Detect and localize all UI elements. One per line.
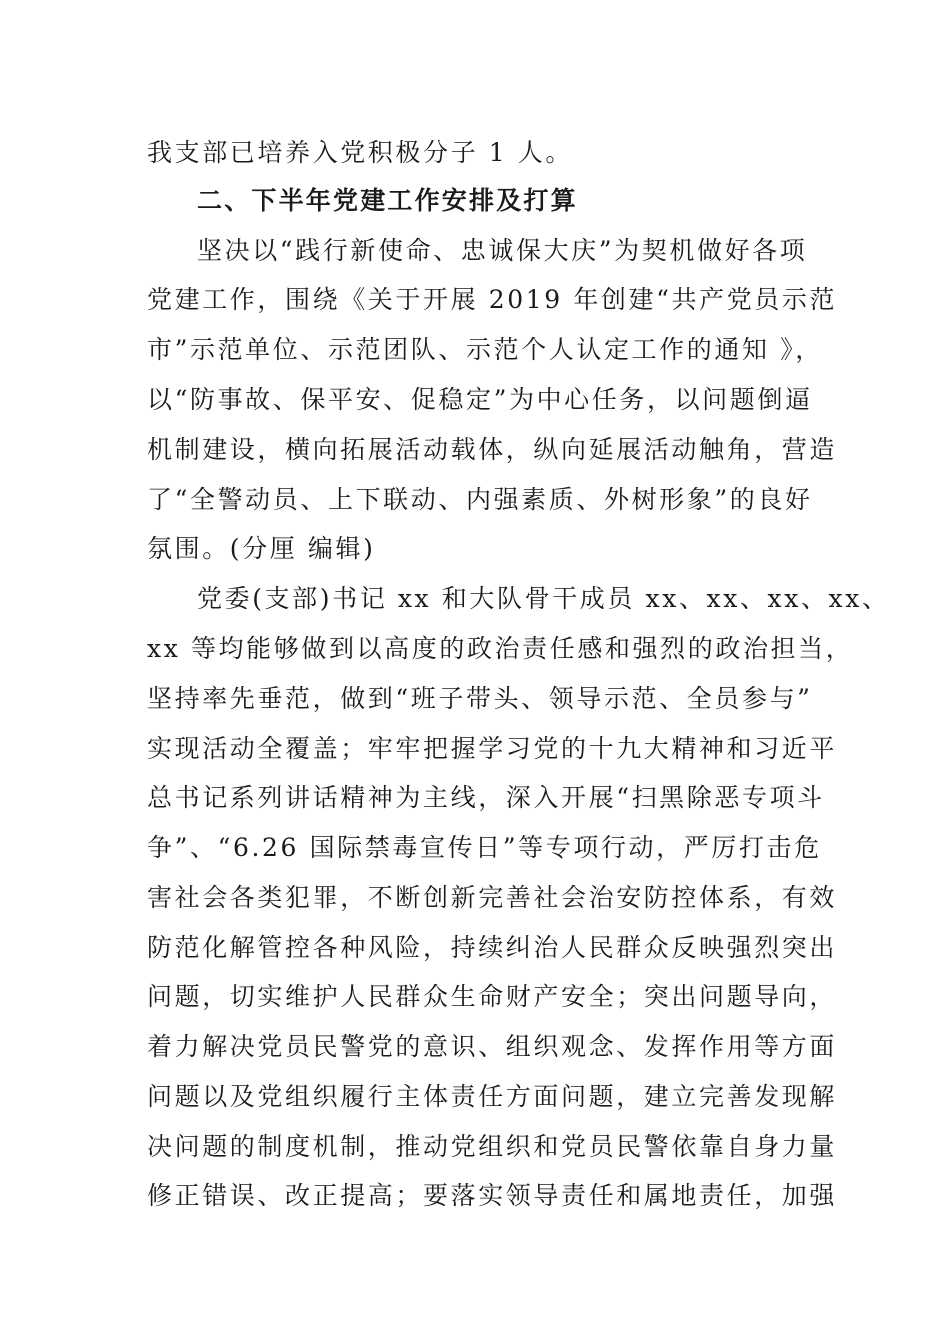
paragraph-line: 害社会各类犯罪，不断创新完善社会治安防控体系，有效 xyxy=(147,883,838,912)
paragraph-line: 问题以及党组织履行主体责任方面问题，建立完善发现解 xyxy=(147,1082,838,1111)
paragraph-line: 实现活动全覆盖；牢牢把握学习党的十九大精神和习近平 xyxy=(147,734,838,763)
paragraph-line: 坚决以“践行新使命、忠诚保大庆”为契机做好各项 xyxy=(197,236,808,265)
paragraph-line: 以“防事故、保平安、促稳定”为中心任务，以问题倒逼 xyxy=(147,385,813,414)
paragraph-line: 总书记系列讲话精神为主线，深入开展“扫黑除恶专项斗 xyxy=(147,783,825,812)
paragraph-line: 坚持率先垂范，做到“班子带头、领导示范、全员参与” xyxy=(147,684,813,713)
paragraph-line: 市”示范单位、示范团队、示范个人认定工作的通知 》， xyxy=(147,335,823,364)
paragraph-line: 防范化解管控各种风险，持续纠治人民群众反映强烈突出 xyxy=(147,933,838,962)
paragraph-line: 问题，切实维护人民群众生命财产安全；突出问题导向， xyxy=(147,982,838,1011)
section-heading: 二、下半年党建工作安排及打算 xyxy=(197,186,578,215)
paragraph-line: 党委(支部)书记 xx 和大队骨干成员 xx、xx、xx、xx、 xyxy=(197,584,890,613)
paragraph-line: 争”、“6.26 国际禁毒宣传日”等专项行动，严厉打击危 xyxy=(147,833,822,862)
paragraph-line: 我支部已培养入党积极分子 1 人。 xyxy=(147,138,574,167)
paragraph-line: 修正错误、改正提高；要落实领导责任和属地责任，加强 xyxy=(147,1181,838,1210)
paragraph-line: 了“全警动员、上下联动、内强素质、外树形象”的良好 xyxy=(147,485,813,514)
paragraph-line: 机制建设，横向拓展活动载体，纵向延展活动触角，营造 xyxy=(147,435,838,464)
paragraph-line: xx 等均能够做到以高度的政治责任感和强烈的政治担当， xyxy=(147,634,854,663)
paragraph-line: 氛围。(分厘 编辑) xyxy=(147,534,376,563)
paragraph-line: 着力解决党员民警党的意识、组织观念、发挥作用等方面 xyxy=(147,1032,838,1061)
paragraph-line: 党建工作，围绕《关于开展 2019 年创建“共产党员示范 xyxy=(147,285,838,314)
paragraph-line: 决问题的制度机制，推动党组织和党员民警依靠自身力量 xyxy=(147,1132,838,1161)
